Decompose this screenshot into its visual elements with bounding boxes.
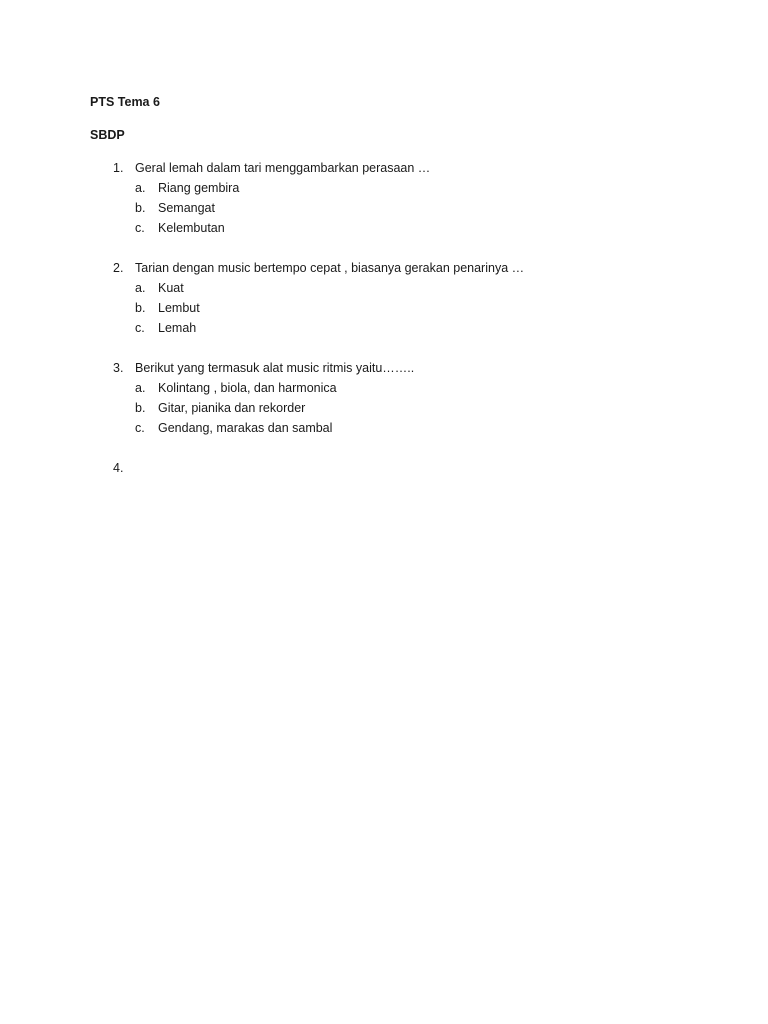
option-text: Lemah (158, 321, 197, 335)
option-letter: a. (135, 381, 146, 395)
option-letter: b. (135, 301, 146, 315)
option-letter: a. (135, 281, 146, 295)
option-c (0, 319, 768, 339)
option-text: Riang gembira (158, 181, 240, 195)
question-text: Berikut yang termasuk alat music ritmis yaitu…….. (135, 361, 415, 375)
document-subject: SBDP (90, 128, 125, 142)
option-text: Gendang, marakas dan sambal (158, 421, 333, 435)
question-line (0, 459, 768, 479)
option-text: Kolintang , biola, dan harmonica (158, 381, 337, 395)
option-letter: c. (135, 221, 145, 235)
question-4 (0, 459, 768, 479)
question-line (0, 259, 768, 279)
question-number: 3. (113, 361, 124, 375)
option-a (0, 179, 768, 199)
question-number: 4. (113, 461, 124, 475)
option-text: Gitar, pianika dan rekorder (158, 401, 306, 415)
option-a (0, 279, 768, 299)
option-letter: b. (135, 401, 146, 415)
option-text: Kuat (158, 281, 184, 295)
option-b (0, 399, 768, 419)
question-number: 2. (113, 261, 124, 275)
question-text: Tarian dengan music bertempo cepat , biasanya gerakan penarinya … (135, 261, 525, 275)
option-b (0, 299, 768, 319)
question-2 (0, 259, 768, 339)
option-a (0, 379, 768, 399)
option-letter: a. (135, 181, 146, 195)
document-title: PTS Tema 6 (90, 95, 160, 109)
option-text: Semangat (158, 201, 215, 215)
question-text: Geral lemah dalam tari menggambarkan perasaan … (135, 161, 431, 175)
question-3 (0, 359, 768, 439)
option-letter: c. (135, 421, 145, 435)
question-line (0, 359, 768, 379)
option-text: Kelembutan (158, 221, 225, 235)
option-letter: b. (135, 201, 146, 215)
option-c (0, 419, 768, 439)
question-line (0, 159, 768, 179)
option-b (0, 199, 768, 219)
question-number: 1. (113, 161, 124, 175)
option-text: Lembut (158, 301, 200, 315)
option-c (0, 219, 768, 239)
option-letter: c. (135, 321, 145, 335)
question-1 (0, 159, 768, 239)
question-list (0, 159, 768, 499)
